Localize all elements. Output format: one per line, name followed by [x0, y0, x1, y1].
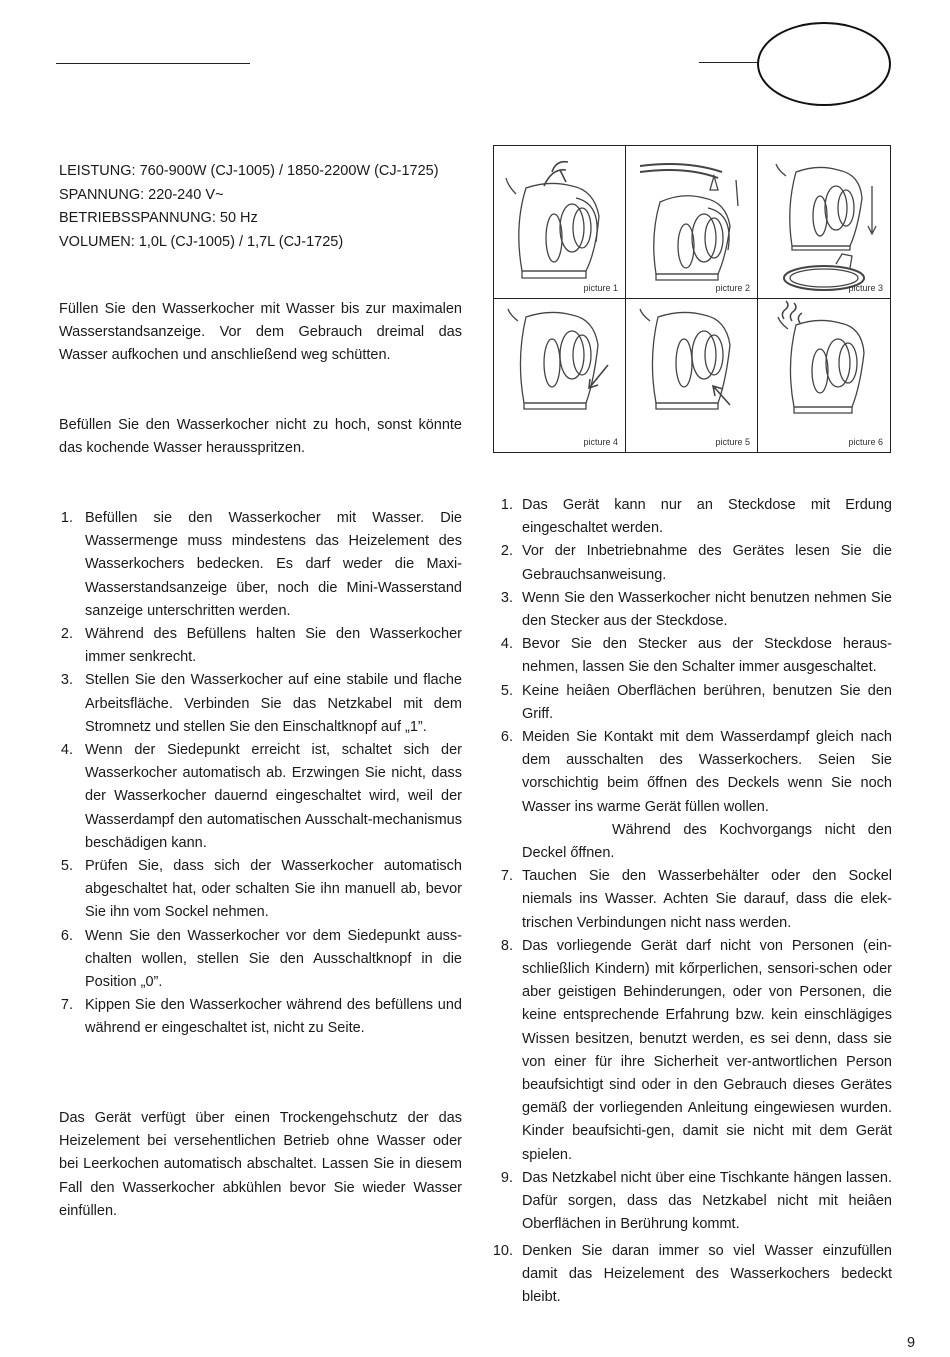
technical-specs — [59, 160, 439, 254]
list-item-text: Keine heiâen Oberflächen berühren, benutzen Sie den Griff. — [522, 682, 892, 722]
header-rule-left — [56, 63, 250, 64]
kettle-illustration-grid — [493, 145, 891, 453]
spec-voltage: SPANNUNG: 220-240 V~ — [59, 186, 224, 203]
spec-frequency: BETRIEBSSPANNUNG: 50 Hz — [59, 210, 258, 226]
list-item — [59, 669, 462, 739]
figure-panel-6 — [758, 299, 890, 452]
list-item-text: Wenn der Siedepunkt erreicht ist, schaltet sich der Wasserkocher automatisch ab. Erzwingen Sie nicht, dass der Wasserkocher dauernd eingeschaltet wird, weil der Wasserdampf den automatischen Ausschalt-mechanismus beschädigen kann. — [85, 742, 462, 851]
list-item-text: Stellen Sie den Wasserkocher auf eine stabile und flache Arbeitsfläche. Verbinden Sie das Netzkabel mit dem Stromnetz und stellen Sie den Einschaltknopf auf „1”. — [85, 672, 462, 735]
list-item — [59, 507, 462, 623]
page-number: 9 — [907, 1335, 916, 1351]
list-item — [489, 1240, 892, 1310]
list-item-number: 10. — [492, 1242, 513, 1259]
list-item-number: 2. — [60, 626, 73, 643]
list-item-number: 1. — [60, 510, 73, 526]
kettle-base-illustration — [758, 146, 890, 299]
list-item-number: 7. — [60, 997, 73, 1014]
first-use-paragraph: Füllen Sie den Wasserkocher mit Wasser bis zur maximalen Wasserstandsanzeige. Vor dem Gebrauch dreimal das Wasser aufkochen und anschließend weg schütten. — [59, 301, 462, 364]
figure-caption-6: picture 6 — [848, 437, 883, 447]
figure-caption-2: picture 2 — [715, 283, 750, 293]
figure-caption-4: picture 4 — [583, 437, 618, 447]
safety-instructions-list — [489, 494, 892, 1309]
list-item-text: Prüfen Sie, dass sich der Wasserkocher automatisch abgeschaltet hat, oder schalten Sie ihn manuell ab, bevor Sie ihn vom Sockel nehmen. — [85, 858, 462, 921]
list-item — [489, 494, 892, 540]
list-item — [489, 1167, 892, 1237]
list-item-number: 7. — [500, 868, 513, 885]
kettle-tap-illustration — [626, 146, 758, 299]
list-item-number: 1. — [500, 497, 513, 513]
list-item-text: Wenn Sie den Wasserkocher nicht benutzen nehmen Sie den Stecker aus der Steckdose. — [522, 589, 892, 630]
dry-boil-paragraph: Das Gerät verfügt über einen Trockengehschutz der das Heizelement bei versehentlichen Betrieb ohne Wasser oder bei Leerkochen automatisch abschaltet. Lassen Sie in diesem Fall den Wasserkocher abkühlen bevor Sie wieder Wasser einfüllen. — [59, 1110, 462, 1219]
figure-caption-1: picture 1 — [583, 283, 618, 293]
header-oval — [757, 22, 891, 106]
list-item-text: Das vorliegende Gerät darf nicht von Personen (ein-schließlich Kindern) mit kőrperlichen, sensori-schen oder aber geistigen Behinderungen, oder von Personen, die keine entsprechende Erfahrung bzw. kein einschlägiges Wissen besitzen, benutzt werden, es sei denn, dass sie von einer für ihre Sicherheit ver-antwortlichen Person beaufsichtigt sind oder in den Gebrauch dieses Gerätes gemäß der vorliegenden Anleitung eingewiesen wurden. Kinder beaufsichti-gen, damit sie nicht mit dem Gerät spielen. — [522, 937, 892, 1163]
caution-paragraph: Befüllen Sie den Wasserkocher nicht zu hoch, sonst könnte das kochende Wasser herausspritzen. — [59, 417, 462, 457]
list-item — [59, 855, 462, 925]
figure-caption-3: picture 3 — [848, 283, 883, 293]
list-item — [489, 633, 892, 679]
list-item-number: 6. — [60, 927, 73, 944]
list-item — [489, 935, 892, 1167]
list-item-text: Bevor Sie den Stecker aus der Steckdose heraus-nehmen, lassen Sie den Schalter immer ausgeschaltet. — [522, 636, 892, 676]
figure-panel-2 — [626, 146, 758, 299]
list-item — [489, 540, 892, 586]
list-item-number: 3. — [60, 672, 73, 689]
kettle-fill-illustration — [494, 146, 626, 299]
list-item-number: 9. — [500, 1169, 513, 1186]
list-item-number: 4. — [500, 636, 513, 653]
figure-panel-4 — [494, 299, 626, 452]
figure-panel-5 — [626, 299, 758, 452]
header-rule-right — [699, 62, 759, 63]
list-item-text: Befüllen sie den Wasserkocher mit Wasser. Die Wassermenge muss mindestens das Heizelement des Wasserkochers bedecken. Es darf weder die Maxi-Wasserstandsanzeige über, noch die Mini-Wasserstand sanzeige unterschritten werden. — [85, 510, 462, 619]
list-item-text: Vor der Inbetriebnahme des Gerätes lesen Sie die Gebrauchsanweisung. — [522, 543, 892, 583]
kettle-switch-off-illustration — [626, 299, 758, 452]
list-item-number: 6. — [500, 729, 513, 746]
list-item — [59, 994, 462, 1040]
list-item — [489, 865, 892, 935]
list-item — [59, 623, 462, 669]
list-item — [489, 587, 892, 633]
list-item — [59, 925, 462, 995]
list-item-text: Kippen Sie den Wasserkocher während des befüllens und während er eingeschaltet ist, nicht zu Seite. — [85, 997, 462, 1037]
kettle-switch-on-illustration — [494, 299, 626, 452]
list-item-number: 3. — [500, 589, 513, 606]
list-item-number: 4. — [60, 742, 73, 759]
list-item — [489, 680, 892, 726]
spec-volume: VOLUMEN: 1,0L (CJ-1005) / 1,7L (CJ-1725) — [59, 233, 344, 250]
list-item-number: 5. — [500, 682, 513, 699]
figure-panel-3 — [758, 146, 890, 299]
operation-steps-list — [59, 507, 462, 1041]
list-item-text: Denken Sie daran immer so viel Wasser einzufüllen damit das Heizelement des Wasserkochers bedeckt bleibt. — [522, 1242, 892, 1305]
spec-power: LEISTUNG: 760-900W (CJ-1005) / 1850-2200W (CJ-1725) — [59, 163, 439, 179]
list-item-text: Während des Befüllens halten Sie den Wasserkocher immer senkrecht. — [85, 626, 462, 666]
list-item-extra-text: Während des Kochvorgangs nicht den Deckel őffnen. — [522, 821, 892, 862]
figure-caption-5: picture 5 — [715, 437, 750, 447]
list-item-number: 2. — [500, 543, 513, 560]
list-item-number: 5. — [60, 858, 73, 875]
list-item-text: Das Netzkabel nicht über eine Tischkante hängen lassen. Dafür sorgen, dass das Netzkabel nicht mit heiâen Oberflächen in Berührung kommt. — [522, 1169, 892, 1233]
list-item — [59, 739, 462, 855]
list-item-text: Meiden Sie Kontakt mit dem Wasserdampf gleich nach dem ausschalten des Wasserkochers. Seien Sie vorschichtig beim őffnen des Deckels wenn Sie noch Wasser ins warme Gerät füllen wollen. — [522, 729, 892, 815]
list-item-text: Tauchen Sie den Wasserbehälter oder den Sockel niemals ins Wasser. Achten Sie darauf, dass die elek-trischen Verbindungen nicht nass werden. — [522, 868, 892, 931]
list-item — [489, 726, 892, 865]
list-item-number: 8. — [500, 937, 513, 954]
list-item-text: Wenn Sie den Wasserkocher vor dem Siedepunkt auss-chalten wollen, stellen Sie den Ausschaltknopf in die Position „0”. — [85, 927, 462, 991]
figure-panel-1 — [494, 146, 626, 299]
kettle-steam-illustration — [758, 299, 890, 452]
list-item-text: Das Gerät kann nur an Steckdose mit Erdung eingeschaltet werden. — [522, 497, 892, 537]
